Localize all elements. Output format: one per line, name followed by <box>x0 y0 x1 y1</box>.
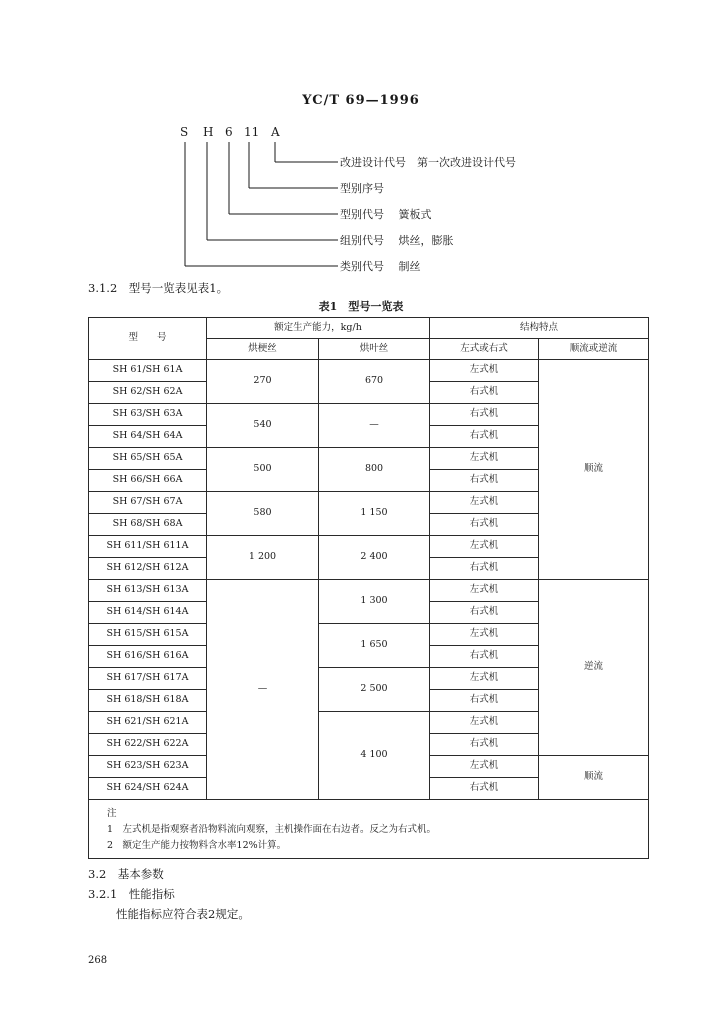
hand-cell: 右式机 <box>430 558 539 580</box>
model-cell: SH 64/SH 64A <box>89 426 207 448</box>
hand-cell: 左式机 <box>430 712 539 734</box>
model-cell: SH 612/SH 612A <box>89 558 207 580</box>
model-cell: SH 618/SH 618A <box>89 690 207 712</box>
section-3-2-1: 3.2.1 性能指标 <box>88 887 175 901</box>
hand-cell: 右式机 <box>430 426 539 448</box>
header-flow: 顺流或逆流 <box>539 339 649 360</box>
leaf-cell: 2 500 <box>319 668 430 712</box>
hand-cell: 右式机 <box>430 602 539 624</box>
model-cell: SH 65/SH 65A <box>89 448 207 470</box>
leaf-cell: — <box>319 404 430 448</box>
code-label-category: 类别代号 制丝 <box>340 260 421 273</box>
model-cell: SH 63/SH 63A <box>89 404 207 426</box>
model-table <box>88 317 649 859</box>
model-cell: SH 624/SH 624A <box>89 778 207 800</box>
leaf-cell: 670 <box>319 360 430 404</box>
leaf-cell: 2 400 <box>319 536 430 580</box>
code-letter-s: S <box>180 125 189 139</box>
model-cell: SH 621/SH 621A <box>89 712 207 734</box>
stem-cell: 270 <box>207 360 319 404</box>
section-3-2-1-text: 性能指标应符合表2规定。 <box>116 907 250 921</box>
hand-cell: 右式机 <box>430 646 539 668</box>
flow-cell: 顺流 <box>539 360 649 580</box>
hand-cell: 右式机 <box>430 382 539 404</box>
model-cell: SH 617/SH 617A <box>89 668 207 690</box>
model-code-diagram <box>170 118 590 278</box>
hand-cell: 右式机 <box>430 778 539 800</box>
model-cell: SH 68/SH 68A <box>89 514 207 536</box>
stem-cell: 580 <box>207 492 319 536</box>
header-hand: 左式或右式 <box>430 339 539 360</box>
section-3-1-2: 3.1.2 型号一览表见表1。 <box>88 281 229 295</box>
code-letter-a: A <box>271 125 280 139</box>
code-label-serial: 型别序号 <box>340 182 384 195</box>
model-cell: SH 66/SH 66A <box>89 470 207 492</box>
header-capacity: 额定生产能力，kg/h <box>207 318 430 339</box>
model-cell: SH 615/SH 615A <box>89 624 207 646</box>
header-model: 型 号 <box>89 318 207 360</box>
note-title: 注 <box>107 808 117 819</box>
stem-cell: 1 200 <box>207 536 319 580</box>
leaf-cell: 1 650 <box>319 624 430 668</box>
page-number: 268 <box>88 955 108 966</box>
leaf-cell: 4 100 <box>319 712 430 800</box>
hand-cell: 左式机 <box>430 756 539 778</box>
code-label-improvement: 改进设计代号 第一次改进设计代号 <box>340 156 516 169</box>
leaf-cell: 1 150 <box>319 492 430 536</box>
code-letter-6: 6 <box>225 125 233 139</box>
note-1: 1 左式机是指观察者沿物料流向观察，主机操作面在右边者。反之为右式机。 <box>107 824 437 835</box>
table-row <box>89 580 649 602</box>
code-leader-lines <box>185 142 338 266</box>
hand-cell: 左式机 <box>430 360 539 382</box>
flow-cell: 顺流 <box>539 756 649 800</box>
hand-cell: 右式机 <box>430 734 539 756</box>
hand-cell: 左式机 <box>430 580 539 602</box>
stem-cell: 540 <box>207 404 319 448</box>
hand-cell: 左式机 <box>430 624 539 646</box>
code-letter-11: 11 <box>244 125 260 139</box>
model-cell: SH 613/SH 613A <box>89 580 207 602</box>
model-cell: SH 67/SH 67A <box>89 492 207 514</box>
flow-cell: 逆流 <box>539 580 649 756</box>
header-stem: 烘梗丝 <box>207 339 319 360</box>
table-note-row <box>89 800 649 859</box>
hand-cell: 左式机 <box>430 492 539 514</box>
model-cell: SH 61/SH 61A <box>89 360 207 382</box>
hand-cell: 右式机 <box>430 404 539 426</box>
table-note <box>89 800 649 859</box>
stem-cell: — <box>207 580 319 800</box>
note-2: 2 额定生产能力按物料含水率12%计算。 <box>107 840 287 851</box>
model-cell: SH 614/SH 614A <box>89 602 207 624</box>
model-cell: SH 611/SH 611A <box>89 536 207 558</box>
model-cell: SH 616/SH 616A <box>89 646 207 668</box>
model-cell: SH 62/SH 62A <box>89 382 207 404</box>
section-3-2: 3.2 基本参数 <box>88 867 164 881</box>
table-caption: 表1 型号一览表 <box>318 300 404 313</box>
code-label-group: 组别代号 烘丝，膨胀 <box>340 234 454 247</box>
code-letter-h: H <box>203 125 214 139</box>
hand-cell: 右式机 <box>430 470 539 492</box>
hand-cell: 左式机 <box>430 536 539 558</box>
standard-code-header: YC/T 69—1996 <box>302 93 420 108</box>
header-structure: 结构特点 <box>430 318 649 339</box>
code-label-type: 型别代号 簧板式 <box>340 208 432 221</box>
hand-cell: 右式机 <box>430 514 539 536</box>
model-cell: SH 623/SH 623A <box>89 756 207 778</box>
model-cell: SH 622/SH 622A <box>89 734 207 756</box>
table-row <box>89 360 649 382</box>
hand-cell: 左式机 <box>430 668 539 690</box>
hand-cell: 右式机 <box>430 690 539 712</box>
leaf-cell: 800 <box>319 448 430 492</box>
leaf-cell: 1 300 <box>319 580 430 624</box>
stem-cell: 500 <box>207 448 319 492</box>
header-leaf: 烘叶丝 <box>319 339 430 360</box>
hand-cell: 左式机 <box>430 448 539 470</box>
